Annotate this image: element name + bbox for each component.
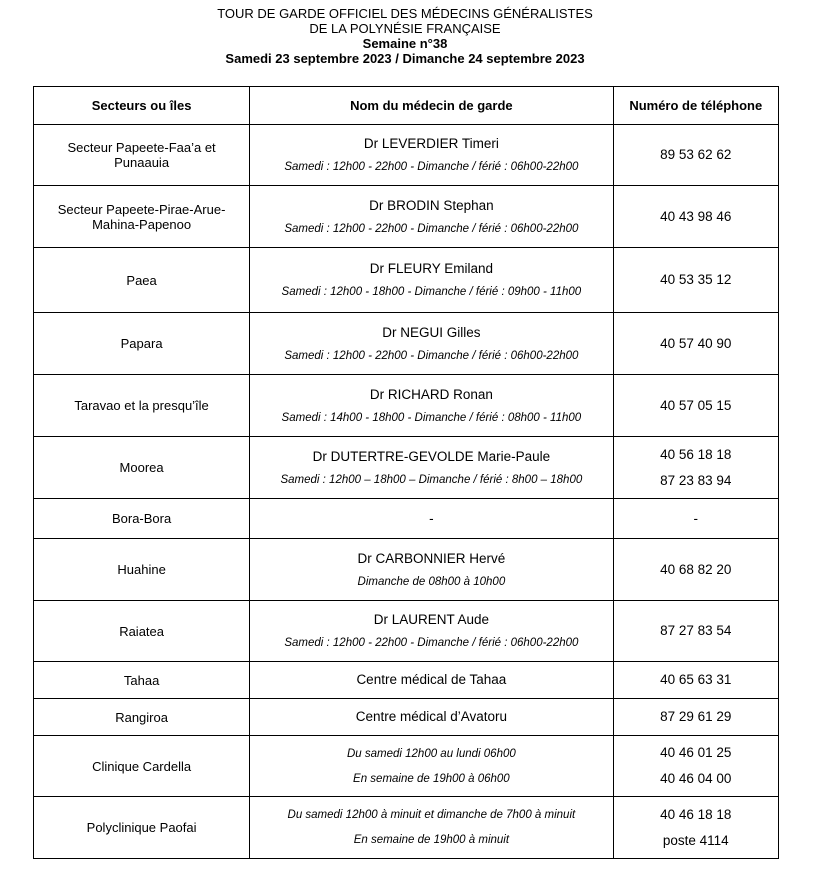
- phone-cell: [613, 186, 778, 248]
- sector-cell: Raiatea: [34, 601, 250, 662]
- phone-number: poste 4114: [662, 832, 729, 848]
- on-call-roster-table: [33, 86, 779, 859]
- doctor-cell: [250, 499, 613, 539]
- table-row: [34, 539, 779, 601]
- doctor-cell: [250, 601, 613, 662]
- sector-cell: Rangiroa: [34, 699, 250, 736]
- doctor-cell: [250, 375, 613, 437]
- schedule-line: En semaine de 19h00 à minuit: [353, 834, 510, 846]
- doctor-name: Dr DUTERTRE-GEVOLDE Marie-Paule: [312, 448, 551, 464]
- on-call-hours: Samedi : 12h00 - 18h00 - Dimanche / férié : 09h00 - 11h00: [281, 286, 582, 298]
- phone-cell: [613, 375, 778, 437]
- phone-number: 87 23 83 94: [660, 472, 732, 488]
- table-row: [34, 499, 779, 539]
- doctor-cell: [250, 313, 613, 375]
- phone-cell: [613, 313, 778, 375]
- column-header-sector: Secteurs ou îles: [34, 87, 250, 125]
- schedule-line: Du samedi 12h00 à minuit et dimanche de 7h00 à minuit: [287, 809, 576, 821]
- table-row: [34, 125, 779, 186]
- phone-number: 40 43 98 46: [660, 208, 732, 224]
- table-header-row: [34, 87, 779, 125]
- doctor-name: Centre médical de Tahaa: [356, 672, 507, 687]
- phone-number: 40 65 63 31: [660, 672, 732, 687]
- on-call-hours: Dimanche de 08h00 à 10h00: [357, 575, 506, 588]
- sector-cell: Taravao et la presqu’île: [34, 375, 250, 437]
- sector-cell: Secteur Papeete-Pirae-Arue-Mahina-Papenoo: [34, 186, 250, 248]
- header-title-line2: DE LA POLYNÉSIE FRANÇAISE: [309, 21, 501, 36]
- table-row: [34, 736, 779, 797]
- doctor-cell: [250, 248, 613, 313]
- document-header: [0, 6, 810, 66]
- phone-number: 40 57 05 15: [660, 397, 732, 413]
- sector-cell: Moorea: [34, 437, 250, 499]
- phone-cell: [613, 699, 778, 736]
- doctor-cell: [250, 186, 613, 248]
- doctor-name: Dr LAURENT Aude: [373, 612, 490, 627]
- sector-cell: Bora-Bora: [34, 499, 250, 539]
- table-row: [34, 797, 779, 859]
- phone-number: 40 53 35 12: [660, 272, 732, 287]
- roster-body: [34, 125, 779, 859]
- weekend-dates: Samedi 23 septembre 2023 / Dimanche 24 septembre 2023: [225, 51, 585, 66]
- phone-cell: [613, 499, 778, 539]
- sector-cell: Tahaa: [34, 662, 250, 699]
- table-row: [34, 248, 779, 313]
- doctor-name: Dr LEVERDIER Timeri: [363, 136, 499, 151]
- phone-cell: [613, 437, 778, 499]
- on-call-hours: Samedi : 12h00 - 22h00 - Dimanche / férié : 06h00-22h00: [284, 161, 579, 173]
- phone-cell: [613, 125, 778, 186]
- doctor-cell: [250, 662, 613, 699]
- table-row: [34, 699, 779, 736]
- table-row: [34, 186, 779, 248]
- sector-cell: Paea: [34, 248, 250, 313]
- sector-cell: Clinique Cardella: [34, 736, 250, 797]
- doctor-name: Dr FLEURY Emiland: [369, 261, 494, 276]
- on-call-hours: Samedi : 14h00 - 18h00 - Dimanche / férié : 08h00 - 11h00: [281, 411, 582, 424]
- phone-number: 40 46 01 25: [660, 745, 732, 760]
- sector-cell: Papara: [34, 313, 250, 375]
- table-row: [34, 375, 779, 437]
- phone-cell: [613, 797, 778, 859]
- doctor-name: Centre médical d’Avatoru: [355, 709, 508, 724]
- column-header-doctor: Nom du médecin de garde: [250, 87, 613, 125]
- doctor-name: Dr BRODIN Stephan: [369, 197, 494, 213]
- doctor-cell: [250, 539, 613, 601]
- week-number: Semaine n°38: [362, 36, 448, 51]
- doctor-name: -: [429, 510, 434, 526]
- phone-cell: [613, 736, 778, 797]
- sector-cell: Secteur Papeete-Faa’a et Punaauia: [34, 125, 250, 186]
- sector-cell: Huahine: [34, 539, 250, 601]
- phone-number: 40 68 82 20: [660, 561, 732, 577]
- table-row: [34, 662, 779, 699]
- table-row: [34, 437, 779, 499]
- on-call-hours: Samedi : 12h00 – 18h00 – Dimanche / férié : 8h00 – 18h00: [280, 473, 583, 486]
- phone-number: 87 27 83 54: [660, 623, 732, 638]
- phone-cell: [613, 248, 778, 313]
- sector-cell: Polyclinique Paofai: [34, 797, 250, 859]
- doctor-cell: [250, 125, 613, 186]
- phone-cell: [613, 601, 778, 662]
- table-row: [34, 313, 779, 375]
- table-row: [34, 601, 779, 662]
- phone-number: 89 53 62 62: [660, 147, 732, 162]
- phone-number: -: [693, 510, 699, 526]
- phone-cell: [613, 662, 778, 699]
- schedule-line: En semaine de 19h00 à 06h00: [353, 772, 510, 785]
- phone-number: 40 57 40 90: [660, 335, 732, 351]
- phone-number: 40 46 04 00: [660, 771, 732, 786]
- column-header-phone: Numéro de téléphone: [613, 87, 778, 125]
- phone-number: 87 29 61 29: [660, 709, 732, 724]
- phone-cell: [613, 539, 778, 601]
- doctor-name: Dr NEGUI Gilles: [382, 324, 481, 340]
- header-title-line1: TOUR DE GARDE OFFICIEL DES MÉDECINS GÉNÉRALISTES: [217, 6, 593, 21]
- doctor-cell: [250, 699, 613, 736]
- doctor-name: Dr CARBONNIER Hervé: [357, 550, 506, 566]
- on-call-hours: Samedi : 12h00 - 22h00 - Dimanche / férié : 06h00-22h00: [284, 637, 579, 649]
- doctor-cell: [250, 797, 613, 859]
- doctor-name: Dr RICHARD Ronan: [369, 386, 493, 402]
- phone-number: 40 46 18 18: [660, 806, 732, 822]
- phone-number: 40 56 18 18: [660, 446, 732, 462]
- schedule-line: Du samedi 12h00 au lundi 06h00: [346, 747, 516, 760]
- on-call-hours: Samedi : 12h00 - 22h00 - Dimanche / férié : 06h00-22h00: [284, 349, 579, 362]
- doctor-cell: [250, 736, 613, 797]
- on-call-hours: Samedi : 12h00 - 22h00 - Dimanche / férié : 06h00-22h00: [284, 222, 579, 235]
- doctor-cell: [250, 437, 613, 499]
